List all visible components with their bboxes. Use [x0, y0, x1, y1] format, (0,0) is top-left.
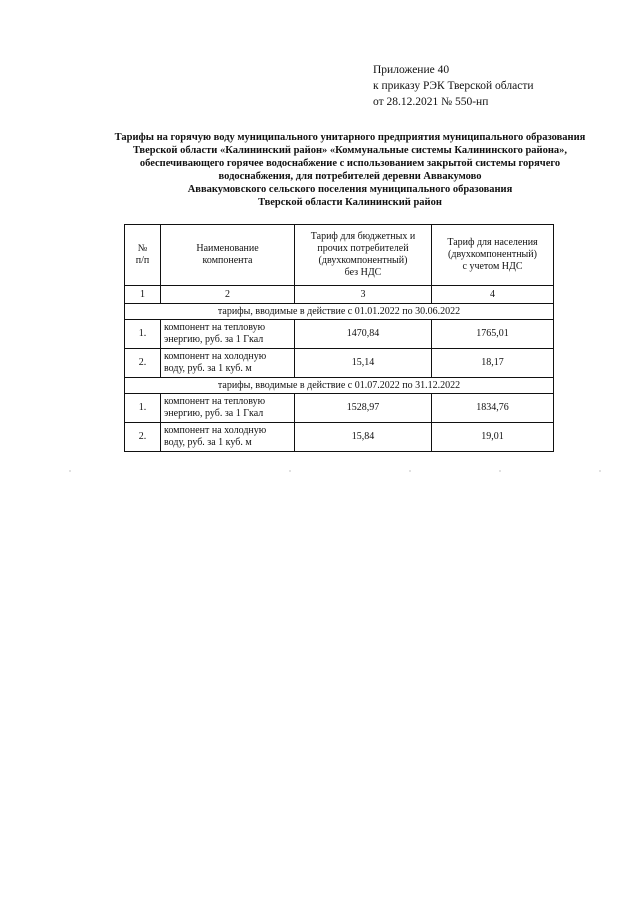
column-index: 2: [161, 286, 295, 304]
tariff-table: [124, 224, 554, 452]
table-row: [125, 423, 554, 452]
title-line-4: водоснабжения, для потребителей деревни Аввакумово: [218, 171, 482, 182]
title-line-1: Тарифы на горячую воду муниципального унитарного предприятия муниципального образования: [114, 132, 586, 143]
title-line-5: Аввакумовского сельского поселения муниципального образования: [187, 184, 513, 195]
row-number: 1.: [125, 394, 161, 423]
title-line-2: Тверской области «Калининский район» «Коммунальные системы Калининского района»,: [132, 145, 568, 156]
header-budget-tariff: Тариф для бюджетных и прочих потребителей (двухкомпонентный) без НДС: [295, 225, 432, 286]
component-name: компонент на тепловую энергию, руб. за 1 Гкал: [161, 320, 295, 349]
row-number: 2.: [125, 349, 161, 378]
period-row: [125, 304, 554, 320]
header-component-name: Наименование компонента: [161, 225, 295, 286]
table-row: [125, 394, 554, 423]
budget-tariff-value: 1470,84: [295, 320, 432, 349]
header-number: № п/п: [125, 225, 161, 286]
period-row: [125, 378, 554, 394]
annex-number: Приложение 40: [373, 64, 450, 76]
annex-date: от 28.12.2021 № 550-нп: [373, 96, 489, 108]
column-index: 3: [295, 286, 432, 304]
budget-tariff-value: 15,14: [295, 349, 432, 378]
column-index: 4: [432, 286, 554, 304]
annex-reference: [373, 62, 613, 110]
row-number: 1.: [125, 320, 161, 349]
population-tariff-value: 1834,76: [432, 394, 554, 423]
population-tariff-value: 1765,01: [432, 320, 554, 349]
component-name: компонент на холодную воду, руб. за 1 куб. м: [161, 349, 295, 378]
document-title: [90, 131, 610, 209]
header-row: [125, 225, 554, 286]
component-name: компонент на тепловую энергию, руб. за 1 Гкал: [161, 394, 295, 423]
title-line-3: обеспечивающего горячее водоснабжение с использованием закрытой системы горячего: [139, 158, 561, 169]
budget-tariff-value: 15,84: [295, 423, 432, 452]
budget-tariff-value: 1528,97: [295, 394, 432, 423]
period-label: тарифы, вводимые в действие с 01.01.2022 по 30.06.2022: [125, 304, 554, 320]
row-number: 2.: [125, 423, 161, 452]
column-index: 1: [125, 286, 161, 304]
column-index-row: [125, 286, 554, 304]
scan-artifact-dots: [0, 470, 639, 472]
title-line-6: Тверской области Калининский район: [258, 197, 442, 208]
component-name: компонент на холодную воду, руб. за 1 куб. м: [161, 423, 295, 452]
population-tariff-value: 18,17: [432, 349, 554, 378]
header-population-tariff: Тариф для населения (двухкомпонентный) с учетом НДС: [432, 225, 554, 286]
annex-order: к приказу РЭК Тверской области: [373, 80, 534, 92]
table-row: [125, 349, 554, 378]
table-row: [125, 320, 554, 349]
period-label: тарифы, вводимые в действие с 01.07.2022 по 31.12.2022: [125, 378, 554, 394]
population-tariff-value: 19,01: [432, 423, 554, 452]
